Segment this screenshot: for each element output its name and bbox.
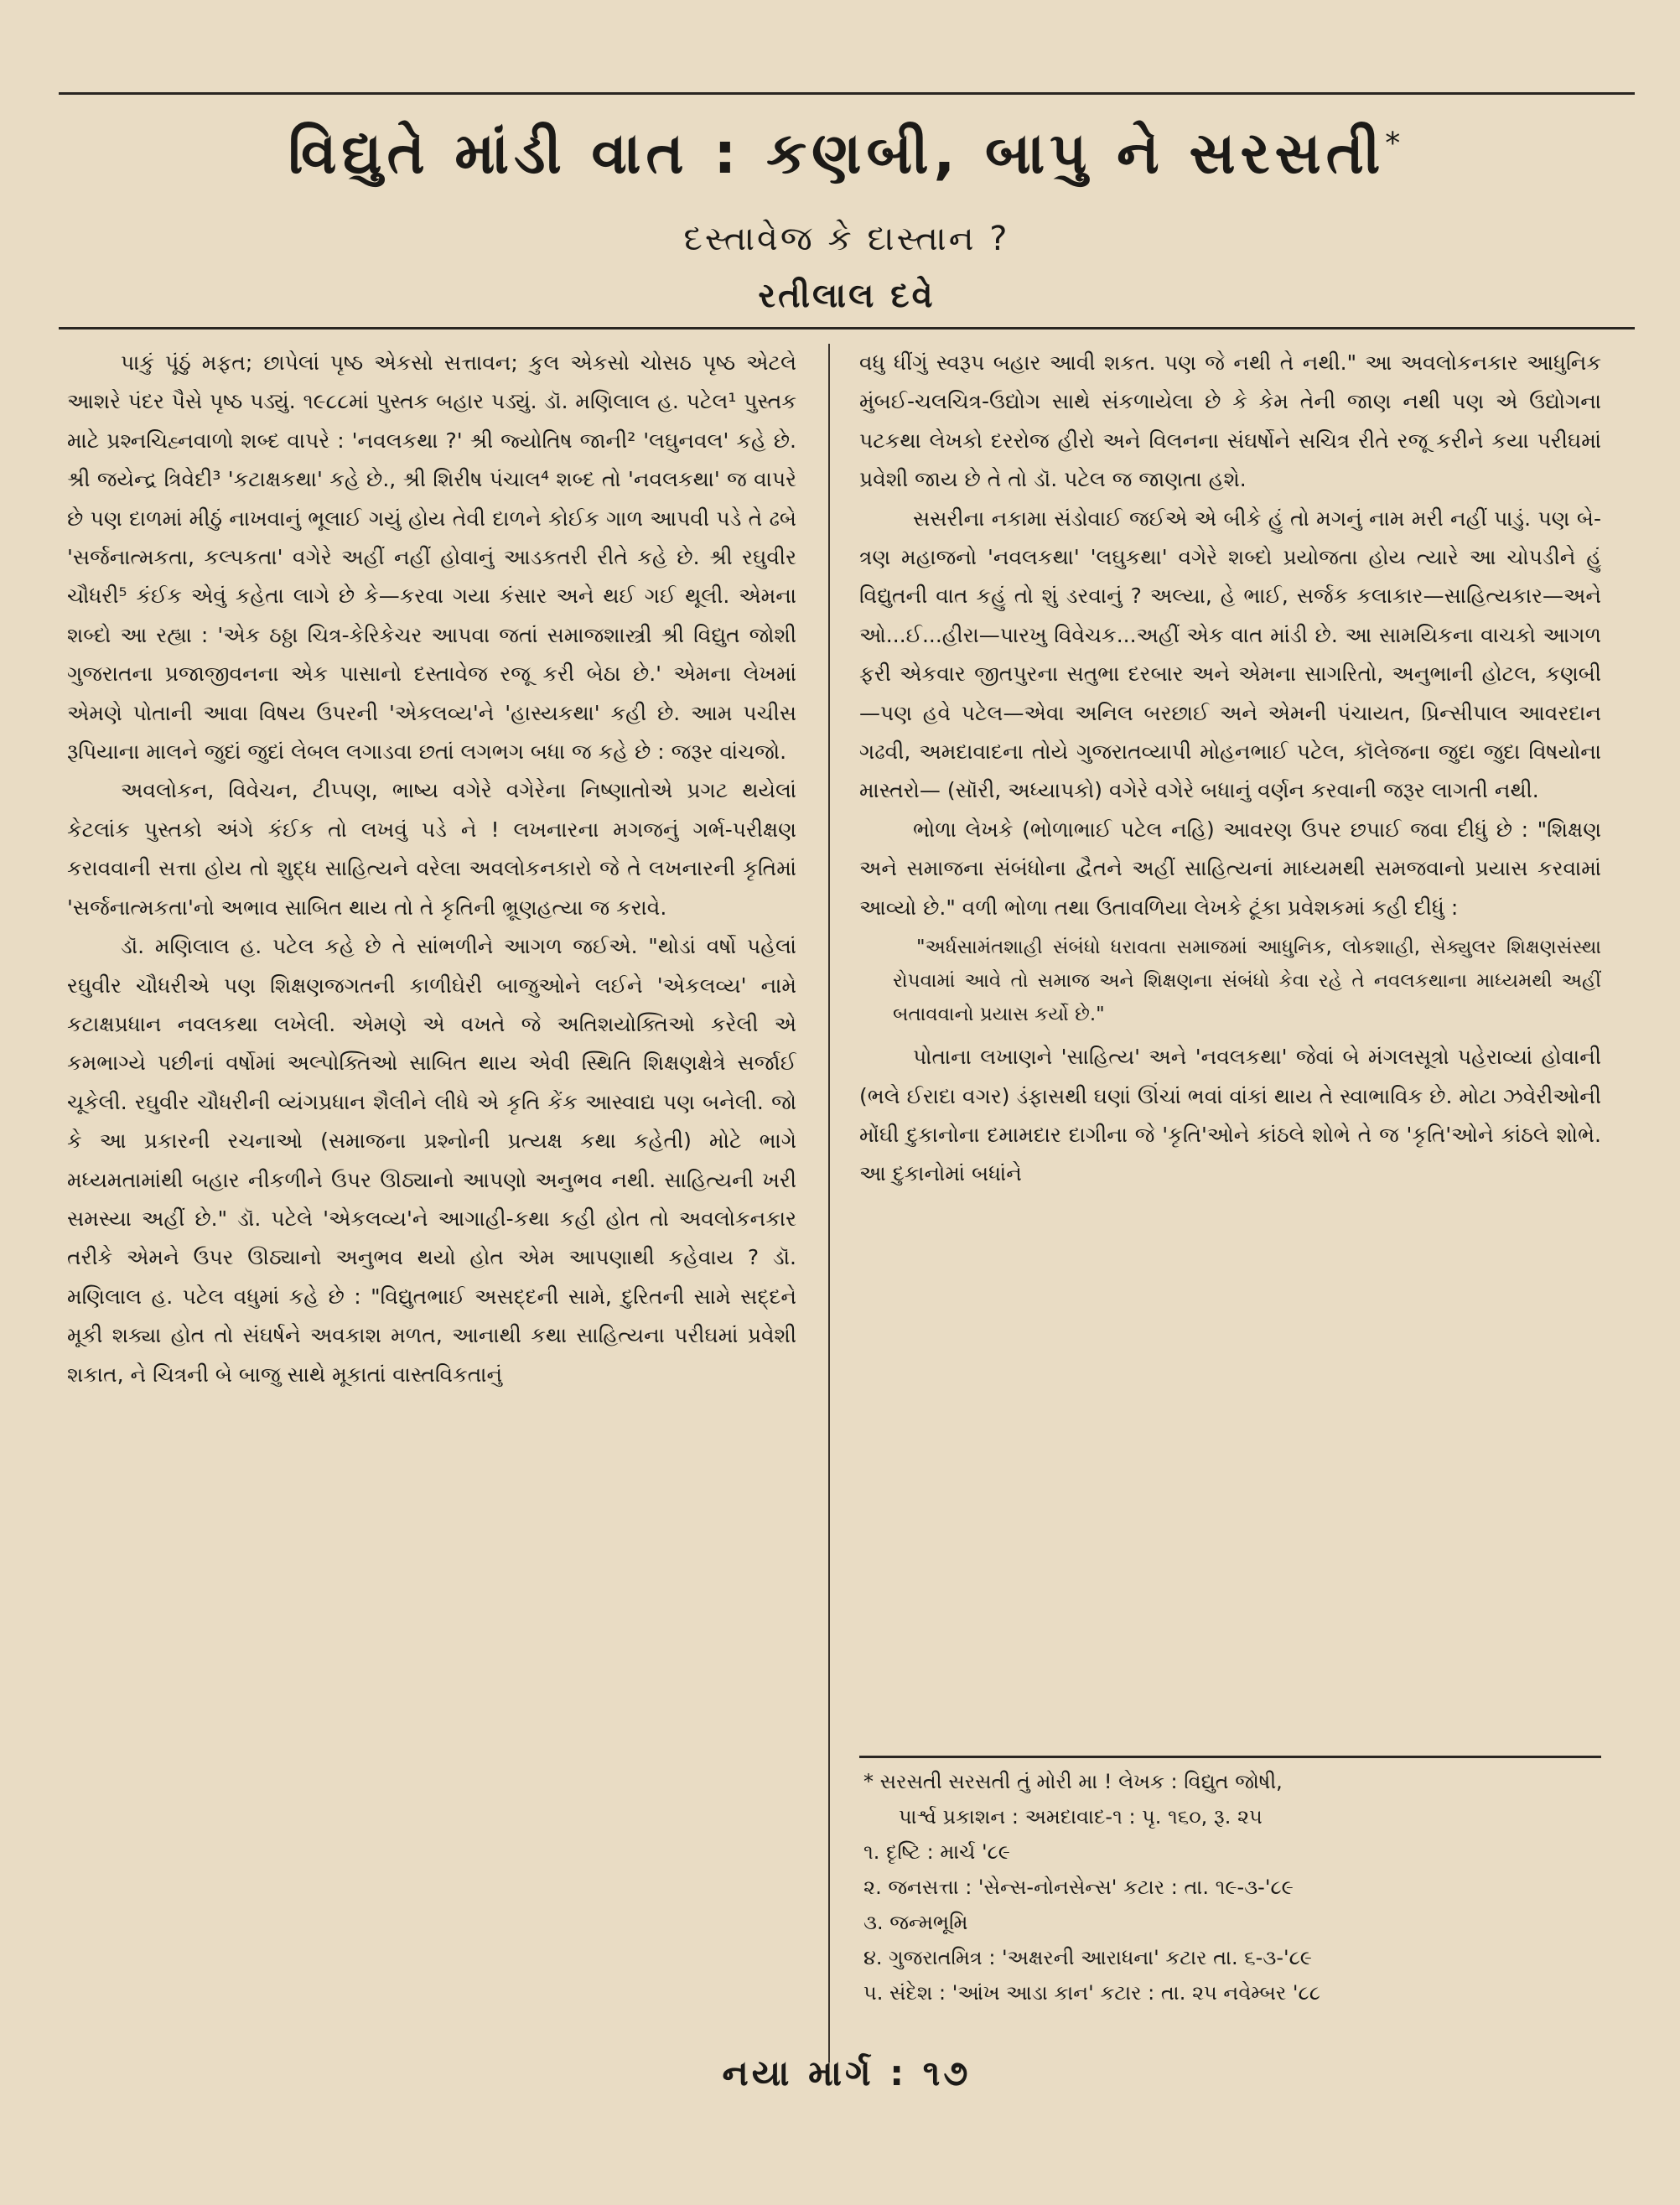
block-quote: "અર્ધસામંતશાહી સંબંધો ધરાવતા સમાજમાં આધુનિક, લોકશાહી, સેક્યુલર શિક્ષણસંસ્થા રોપવામાં આવે તો સમાજ અને શિક્ષણના સંબંધો કેવા રહે તે નવલકથાના માધ્યમથી અહીં બતાવવાનો પ્રયાસ કર્યો છે.": [893, 936, 1601, 1026]
title-footnote-mark: *: [1385, 126, 1406, 161]
article-author: રતીલાલ દવે: [758, 277, 936, 315]
column-divider: [828, 344, 830, 2062]
paragraph-continued: વધુ ધીંગું સ્વરૂપ બહાર આવી શકત. પણ જે નથી તે નથી." આ અવલોકનકાર આધુનિક મુંબઈ-ચલચિત્ર-ઉદ્યોગ સાથે સંકળાયેલા છે કે કેમ તેની જાણ નથી પણ એ ઉદ્યોગના પટકથા લેખકો દરરોજ હીરો અને વિલનના સંઘર્ષોને સચિત્ર રીતે રજૂ કરીને કયા પરીઘમાં પ્રવેશી જાય છે તે તો ડૉ. પટેલ જ જાણતા હશે.: [859, 350, 1601, 492]
article-title-text: વિદ્યુતે માંડી વાત : કણબી, બાપુ ને સરસતી: [288, 121, 1386, 187]
paragraph: પાકું પૂંઠું મફત; છાપેલાં પૃષ્ઠ એકસો સત્તાવન; કુલ એકસો ચોસઠ પૃષ્ઠ એટલે આશરે પંદર પૈસે પૃષ્ઠ પડ્યું. ૧૯૮૮માં પુસ્તક બહાર પડ્યું. ડૉ. મણિલાલ હ. પટેલ¹ પુસ્તક માટે પ્રશ્નચિહ્નવાળો શબ્દ વાપરે : 'નવલકથા ?' શ્રી જ્યોતિષ જાની² 'લઘુનવલ' કહે છે. શ્રી જયેન્દ્ર ત્રિવેદી³ 'કટાક્ષકથા' કહે છે., શ્રી શિરીષ પંચાલ⁴ શબ્દ તો 'નવલકથા' જ વાપરે છે પણ દાળમાં મીઠું નાખવાનું ભૂલાઈ ગયું હોય તેવી દાળને કોઈક ગાળ આપવી પડે તે ઢબે 'સર્જનાત્મકતા, કલ્પકતા' વગેરે અહીં નહીં હોવાનું આડકતરી રીતે કહે છે. શ્રી રઘુવીર ચૌધરી⁵ કંઈક એવું કહેતા લાગે છે કે—કરવા ગયા કંસાર અને થઈ ગઈ થૂલી. એમના શબ્દો આ રહ્યા : 'એક ઠઠ્ઠા ચિત્ર-કેરિકેચર આપવા જતાં સમાજશાસ્ત્રી શ્રી વિદ્યુત જોશી ગુજરાતના પ્રજાજીવનના એક પાસાનો દસ્તાવેજ રજૂ કરી બેઠા છે.' એમના લેખમાં એમણે પોતાની આવા વિષય ઉપરની 'એકલવ્ય'ને 'હાસ્યકથા' કહી છે. આમ પચીસ રૂપિયાના માલને જુદાં જુદાં લેબલ લગાડવા છતાં લગભગ બધા જ કહે છે : જરૂર વાંચજો.: [67, 350, 796, 765]
page-footer-label: નયા માર્ગ : ૧૭: [722, 2052, 972, 2093]
footnote-item: ૪. ગુજરાતમિત્ર : 'અક્ષરની આરાધના' કટાર તા. ૬-૩-'૮૯: [863, 1946, 1312, 1969]
paragraph: સસરીના નકામા સંડોવાઈ જઈએ એ બીકે હું તો મગનું નામ મરી નહીં પાડું. પણ બે-ત્રણ મહાજનો 'નવલકથા' 'લઘુકથા' વગેરે શબ્દો પ્રયોજતા હોય ત્યારે આ ચોપડીને હું વિદ્યુતની વાત કહું તો શું ડરવાનું ? અલ્યા, હે ભાઈ, સર્જક કલાકાર—સાહિત્યકાર—અને ઓ...ઈ...હીરા—પારખુ વિવેચક...અહીં એક વાત માંડી છે. આ સામયિકના વાચકો આગળ ફરી એકવાર જીતપુરના સતુભા દરબાર અને એમના સાગરિતો, અનુભાની હોટલ, કણબી—પણ હવે પટેલ—એવા અનિલ બરછાઈ અને એમની પંચાયત, પ્રિન્સીપાલ આવરદાન ગઢવી, અમદાવાદના તોયે ગુજરાતવ્યાપી મોહનભાઈ પટેલ, કૉલેજના જુદા જુદા વિષયોના માસ્તરો— (સૉરી, અધ્યાપકો) વગેરે વગેરે બધાનું વર્ણન કરવાની જરૂર લાગતી નથી.: [859, 506, 1601, 803]
footnote-item: ૨. જનસત્તા : 'સેન્સ-નોનસેન્સ' કટાર : તા. ૧૯-૩-'૮૯: [863, 1876, 1294, 1899]
footnote-item: ૩. જન્મભૂમિ: [863, 1911, 968, 1934]
paragraph: ડૉ. મણિલાલ હ. પટેલ કહે છે તે સાંભળીને આગળ જઈએ. "થોડાં વર્ષો પહેલાં રઘુવીર ચૌધરીએ પણ શિક્ષણજગતની કાળીઘેરી બાજુઓને લઈને 'એકલવ્ય' નામે કટાક્ષપ્રધાન નવલકથા લખેલી. એમણે એ વખતે જે અતિશયોક્તિઓ કરેલી એ કમભાગ્યે પછીનાં વર્ષોમાં અલ્પોક્તિઓ સાબિત થાય એવી સ્થિતિ શિક્ષણક્ષેત્રે સર્જાઈ ચૂકેલી. રઘુવીર ચૌધરીની વ્યંગપ્રધાન શૈલીને લીધે એ કૃતિ કેંક આસ્વાદ્ય પણ બનેલી. જો કે આ પ્રકારની રચનાઓ (સમાજના પ્રશ્નોની પ્રત્યક્ષ કથા કહેતી) મોટે ભાગે મધ્યમતામાંથી બહાર નીકળીને ઉપર ઊઠ્યાનો આપણો અનુભવ નથી. સાહિત્યની ખરી સમસ્યા અહીં છે." ડૉ. પટેલે 'એકલવ્ય'ને આગાહી-કથા કહી હોત તો અવલોકનકાર તરીકે એમને ઉપર ઊઠ્યાનો અનુભવ થયો હોત એમ આપણાથી કહેવાય ? ડૉ. મણિલાલ હ. પટેલ વધુમાં કહે છે : "વિદ્યુતભાઈ અસદ્દની સામે, દુરિતની સામે સદ્દને મૂકી શક્યા હોત તો સંઘર્ષને અવકાશ મળત, આનાથી કથા સાહિત્યના પરીઘમાં પ્રવેશી શકાત, ને ચિત્રની બે બાજુ સાથે મૂકાતાં વાસ્તવિકતાનું: [67, 934, 796, 1387]
header-rule: [59, 327, 1635, 329]
left-column: [67, 344, 796, 2062]
paragraph: પોતાના લખાણને 'સાહિત્ય' અને 'નવલકથા' જેવાં બે મંગલસૂત્રો પહેરાવ્યાં હોવાની (ભલે ઈરાદા વગર) ડંફાસથી ઘણાં ઊંચાં ભવાં વાંકાં થાય તે સ્વાભાવિક છે. મોટા ઝવેરીઓની મોંઘી દુકાનોના દમામદાર દાગીના જે 'કૃતિ'ઓને કાંઠલે શોભે તે જ 'કૃતિ'ઓને કાંઠલે શોભે. આ દુકાનોમાં બધાંને: [859, 1045, 1601, 1186]
top-rule: [59, 92, 1635, 95]
footnote-book-note: * સરસતી સરસતી તું મોરી મા ! લેખક : વિદ્યુત જોષી,: [863, 1770, 1283, 1793]
article-title: [59, 121, 1635, 187]
footnote-item: ૫. સંદેશ : 'આંખ આડા કાન' કટાર : તા. ૨૫ નવેમ્બર '૮૮: [863, 1981, 1320, 2005]
footnotes: [863, 1764, 1601, 2010]
footnote-publisher: પાર્શ્વ પ્રકાશન : અમદાવાદ-૧ : પૃ. ૧૬૦, રૂ. ૨૫: [899, 1805, 1263, 1829]
footnote-rule: [859, 1756, 1601, 1758]
right-column: [859, 344, 1601, 1744]
footnote-item: ૧. દૃષ્ટિ : માર્ચ '૮૯: [863, 1840, 1010, 1864]
paragraph: ભોળા લેખકે (ભોળાભાઈ પટેલ નહિ) આવરણ ઉપર છપાઈ જવા દીધું છે : "શિક્ષણ અને સમાજના સંબંધોના દ્વૈતને અહીં સાહિત્યનાં માધ્યમથી સમજવાનો પ્રયાસ કરવામાં આવ્યો છે." વળી ભોળા તથા ઉતાવળિયા લેખકે ટૂંકા પ્રવેશકમાં કહી દીધું :: [859, 817, 1601, 920]
article-subtitle: દસ્તાવેજ કે દાસ્તાન ?: [683, 220, 1010, 258]
paragraph: અવલોકન, વિવેચન, ટીપ્પણ, ભાષ્ય વગેરે વગેરેના નિષ્ણાતોએ પ્રગટ થયેલાં કેટલાંક પુસ્તકો અંગે કંઈક તો લખવું પડે ને ! લખનારના મગજનું ગર્ભ-પરીક્ષણ કરાવવાની સત્તા હોય તો શુદ્ધ સાહિત્યને વરેલા અવલોકનકારો જે તે લખનારની કૃતિમાં 'સર્જનાત્મકતા'નો અભાવ સાબિત થાય તો તે કૃતિની ભ્રૂણહત્યા જ કરાવે.: [67, 778, 796, 920]
